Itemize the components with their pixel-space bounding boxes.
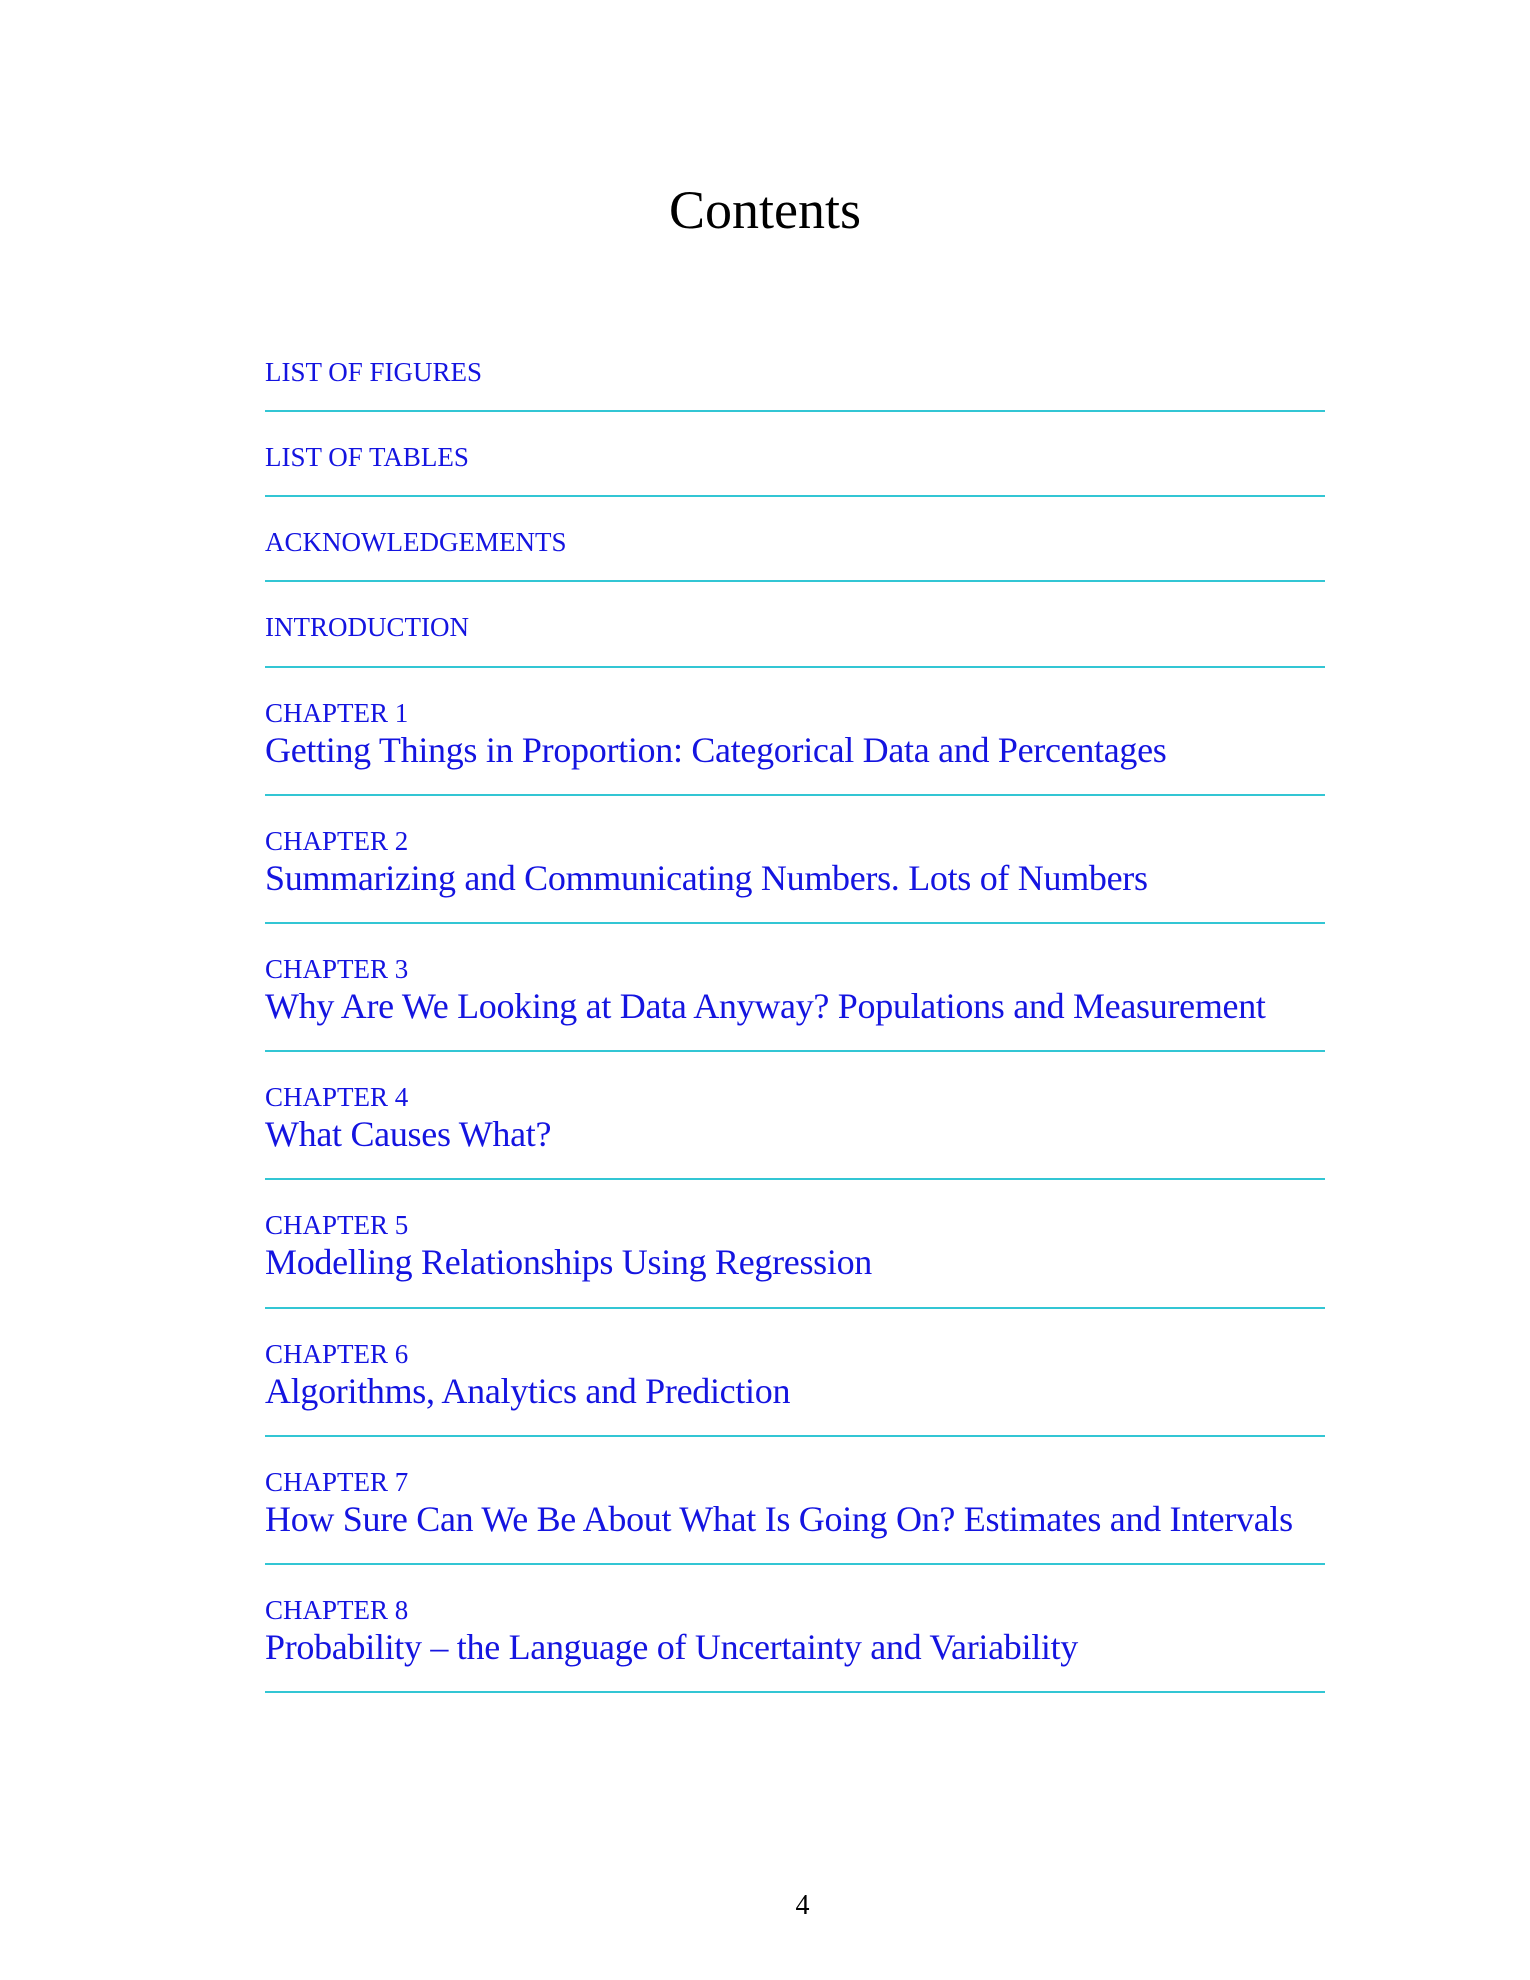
chapter-title: What Causes What? — [265, 1114, 552, 1154]
toc-entry-introduction[interactable] — [265, 611, 1325, 668]
chapter-title: Summarizing and Communicating Numbers. Lots of Numbers — [265, 858, 1148, 898]
chapter-title: Probability – the Language of Uncertainty and Variability — [265, 1627, 1079, 1667]
chapter-number: CHAPTER 7 — [265, 1467, 409, 1497]
chapter-number: CHAPTER 5 — [265, 1210, 409, 1240]
toc-entry-chapter-2[interactable] — [265, 825, 1325, 924]
toc-entry-acknowledgements[interactable] — [265, 526, 1325, 582]
toc-entry-chapter-3[interactable] — [265, 953, 1325, 1052]
toc-entry-list-of-figures[interactable] — [265, 356, 1325, 412]
toc-entry-chapter-4[interactable] — [265, 1081, 1325, 1180]
toc-entry-chapter-5[interactable] — [265, 1209, 1325, 1309]
chapter-title: How Sure Can We Be About What Is Going On? Estimates and Intervals — [265, 1499, 1293, 1539]
toc-entry-label: ACKNOWLEDGEMENTS — [265, 527, 567, 557]
toc-entry-chapter-8[interactable] — [265, 1594, 1325, 1693]
chapter-number: CHAPTER 4 — [265, 1082, 409, 1112]
chapter-number: CHAPTER 8 — [265, 1595, 409, 1625]
chapter-number: CHAPTER 1 — [265, 698, 409, 728]
toc-entry-label: LIST OF TABLES — [265, 442, 469, 472]
chapter-title: Why Are We Looking at Data Anyway? Populations and Measurement — [265, 986, 1266, 1026]
chapter-title: Algorithms, Analytics and Prediction — [265, 1371, 791, 1411]
chapter-title: Getting Things in Proportion: Categorical Data and Percentages — [265, 730, 1167, 770]
toc-entry-chapter-7[interactable] — [265, 1466, 1325, 1565]
toc-entry-label: INTRODUCTION — [265, 612, 469, 642]
toc-entry-chapter-1[interactable] — [265, 697, 1325, 796]
toc-entry-chapter-6[interactable] — [265, 1338, 1325, 1437]
chapter-number: CHAPTER 2 — [265, 826, 409, 856]
page-title: Contents — [668, 180, 861, 240]
chapter-title: Modelling Relationships Using Regression — [265, 1242, 872, 1282]
page-number: 4 — [795, 1890, 810, 1921]
chapter-number: CHAPTER 3 — [265, 954, 409, 984]
toc-entry-list-of-tables[interactable] — [265, 441, 1325, 497]
toc-entry-label: LIST OF FIGURES — [265, 357, 483, 387]
chapter-number: CHAPTER 6 — [265, 1339, 409, 1369]
